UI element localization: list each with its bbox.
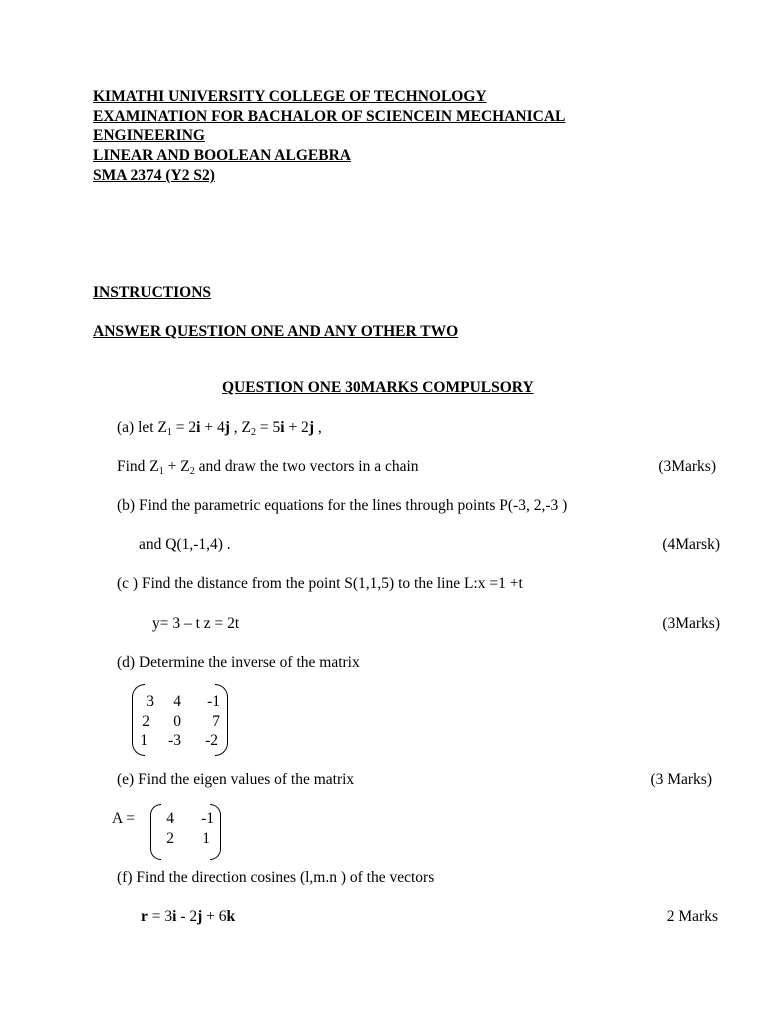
question-a-text: (a) let $Z_1 = 2i + 4j$ , $Z_2 = 5i + 2j$ , <box>117 419 322 438</box>
matrix-cell: 3 <box>146 693 154 710</box>
matrix-cell: 0 <box>173 713 181 730</box>
matrix-cell: 1 <box>202 830 210 847</box>
matrix-cell: -1 <box>201 810 214 827</box>
instructions-title: INSTRUCTIONS <box>93 284 212 301</box>
header-line-3: ENGINEERING <box>93 127 205 144</box>
matrix-cell: -2 <box>205 732 218 749</box>
matrix-cell: 2 <box>142 713 150 730</box>
header-line-1: KIMATHI UNIVERSITY COLLEGE OF TECHNOLOGY <box>93 88 487 105</box>
question-one-title: QUESTION ONE 30MARKS COMPULSORY <box>222 379 534 396</box>
question-c-text: (c ) Find the distance from the point S(1,1,5) to the line L:x =1 +t <box>117 575 523 592</box>
question-b-marks: (4Marsk) <box>662 536 720 553</box>
vector-r-equation: r = 3i - 2j + 6k <box>141 908 236 925</box>
instructions-text: ANSWER QUESTION ONE AND ANY OTHER TWO <box>93 323 459 340</box>
question-e-text: (e) Find the eigen values of the matrix <box>117 771 355 788</box>
matrix-cell: 7 <box>212 713 220 730</box>
question-f-text: (f) Find the direction cosines (l,m.n ) of the vectors <box>117 869 435 886</box>
matrix-cell: 4 <box>173 693 181 710</box>
matrix-a-label: A = <box>112 810 135 827</box>
matrix-cell: 4 <box>166 810 174 827</box>
course-code: SMA 2374 (Y2 S2) <box>93 167 215 184</box>
matrix-cell: -1 <box>207 693 220 710</box>
question-a-marks: (3Marks) <box>658 458 716 475</box>
question-c-text-2: y= 3 – t z = 2t <box>152 615 240 632</box>
course-title: LINEAR AND BOOLEAN ALGEBRA <box>93 147 351 164</box>
header-line-2: EXAMINATION FOR BACHALOR OF SCIENCEIN MECHANICAL <box>93 108 566 125</box>
matrix-cell: 1 <box>140 732 148 749</box>
matrix-cell: -3 <box>168 732 181 749</box>
question-a-find: Find $Z_1 + Z_2$ and draw the two vectors in a chain <box>117 458 419 477</box>
matrix-cell: 2 <box>166 830 174 847</box>
question-c-marks: (3Marks) <box>662 615 720 632</box>
question-f-marks: 2 Marks <box>666 908 718 925</box>
question-b-text: (b) Find the parametric equations for the lines through points P(-3, 2,-3 ) <box>117 497 568 514</box>
question-e-marks: (3 Marks) <box>650 771 712 788</box>
question-d-text: (d) Determine the inverse of the matrix <box>117 654 360 671</box>
question-b-text-2: and Q(1,-1,4) . <box>139 536 231 553</box>
